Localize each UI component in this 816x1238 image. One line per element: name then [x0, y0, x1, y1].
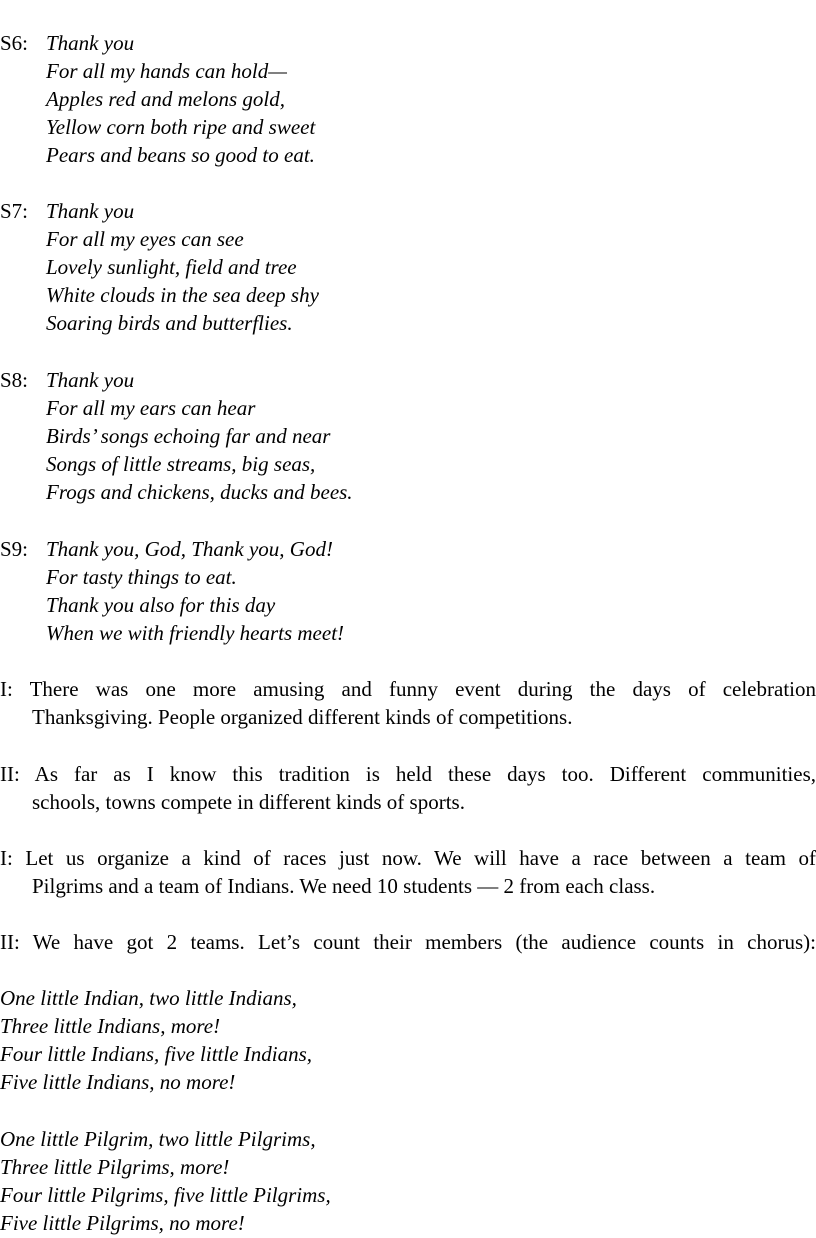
stanza-line: [0, 535, 816, 563]
verse-text: Thank you: [46, 31, 135, 55]
dialogue-paragraph: [0, 844, 816, 900]
rhyme-line: Three little Pilgrims, more!: [0, 1155, 230, 1180]
stanza-line: [0, 29, 816, 57]
verse-text: Apples red and melons gold,: [46, 87, 285, 112]
stanza-line: [0, 563, 816, 591]
stanza-s6: [0, 29, 816, 169]
stanza-line: [0, 478, 816, 506]
stanza-line: [0, 253, 816, 281]
verse-text: Pears and beans so good to eat.: [46, 143, 315, 168]
verse-text: Thank you: [46, 368, 135, 392]
dialogue-first-line: I: There was one more amusing and funny event during the days of celebration: [0, 677, 816, 701]
verse-text: Yellow corn both ripe and sweet: [46, 115, 316, 140]
stanza-s9: [0, 535, 816, 647]
speaker-label: S6:: [0, 31, 29, 55]
stanza-line: [0, 141, 816, 169]
verse-text: Thank you: [46, 199, 135, 223]
rhyme-line: Four little Indians, five little Indians,: [0, 1042, 313, 1067]
verse-text: Thank you also for this day: [46, 593, 276, 618]
rhyme-line: Five little Pilgrims, no more!: [0, 1211, 245, 1236]
rhyme-line: Five little Indians, no more!: [0, 1070, 236, 1095]
stanza-line: [0, 619, 816, 647]
verse-text: Frogs and chickens, ducks and bees.: [46, 480, 353, 505]
verse-text: For all my hands can hold—: [46, 59, 287, 84]
stanza-line: [0, 281, 816, 309]
verse-text: For all my ears can hear: [46, 396, 256, 421]
dialogue-continuation: Thanksgiving. People organized different kinds of competitions.: [32, 705, 573, 730]
dialogue-continuation: Pilgrims and a team of Indians. We need 10 students — 2 from each class.: [32, 874, 656, 899]
speaker-label: S9:: [0, 537, 29, 561]
rhyme-line: Three little Indians, more!: [0, 1014, 221, 1039]
verse-text: Lovely sunlight, field and tree: [46, 255, 297, 280]
verse-text: When we with friendly hearts meet!: [46, 621, 345, 646]
rhyme-pilgrims: [0, 1125, 816, 1237]
stanza-line: [0, 309, 816, 337]
verse-text: Birds’ songs echoing far and near: [46, 424, 331, 449]
dialogue-first-line: I: Let us organize a kind of races just now. We will have a race between a team of: [0, 846, 816, 870]
stanza-line: [0, 85, 816, 113]
verse-text: Songs of little streams, big seas,: [46, 452, 316, 477]
stanza-line: [0, 113, 816, 141]
speaker-label: S7:: [0, 199, 29, 223]
stanza-line: [0, 197, 816, 225]
stanza-line: [0, 57, 816, 85]
stanza-s7: [0, 197, 816, 337]
dialogue-first-line: II: We have got 2 teams. Let’s count their members (the audience counts in chorus):: [0, 930, 816, 954]
rhyme-line: Four little Pilgrims, five little Pilgrims,: [0, 1183, 331, 1208]
verse-text: Soaring birds and butterflies.: [46, 311, 293, 336]
dialogue-paragraph: [0, 675, 816, 731]
verse-text: For tasty things to eat.: [46, 565, 237, 590]
rhyme-line: One little Indian, two little Indians,: [0, 986, 297, 1010]
stanza-line: [0, 225, 816, 253]
stanza-line: [0, 591, 816, 619]
dialogue-paragraph: [0, 760, 816, 816]
verse-text: For all my eyes can see: [46, 227, 244, 252]
stanza-line: [0, 366, 816, 394]
rhyme-line: One little Pilgrim, two little Pilgrims,: [0, 1127, 316, 1151]
dialogue-first-line: II: As far as I know this tradition is held these days too. Different communities,: [0, 762, 816, 786]
stanza-s8: [0, 366, 816, 506]
rhyme-indians: [0, 984, 816, 1096]
stanza-line: [0, 422, 816, 450]
speaker-label: S8:: [0, 368, 29, 392]
verse-text: Thank you, God, Thank you, God!: [46, 537, 333, 561]
dialogue-paragraph: [0, 928, 816, 956]
stanza-line: [0, 450, 816, 478]
dialogue-continuation: schools, towns compete in different kinds of sports.: [32, 790, 465, 815]
stanza-line: [0, 394, 816, 422]
verse-text: White clouds in the sea deep shy: [46, 283, 319, 308]
